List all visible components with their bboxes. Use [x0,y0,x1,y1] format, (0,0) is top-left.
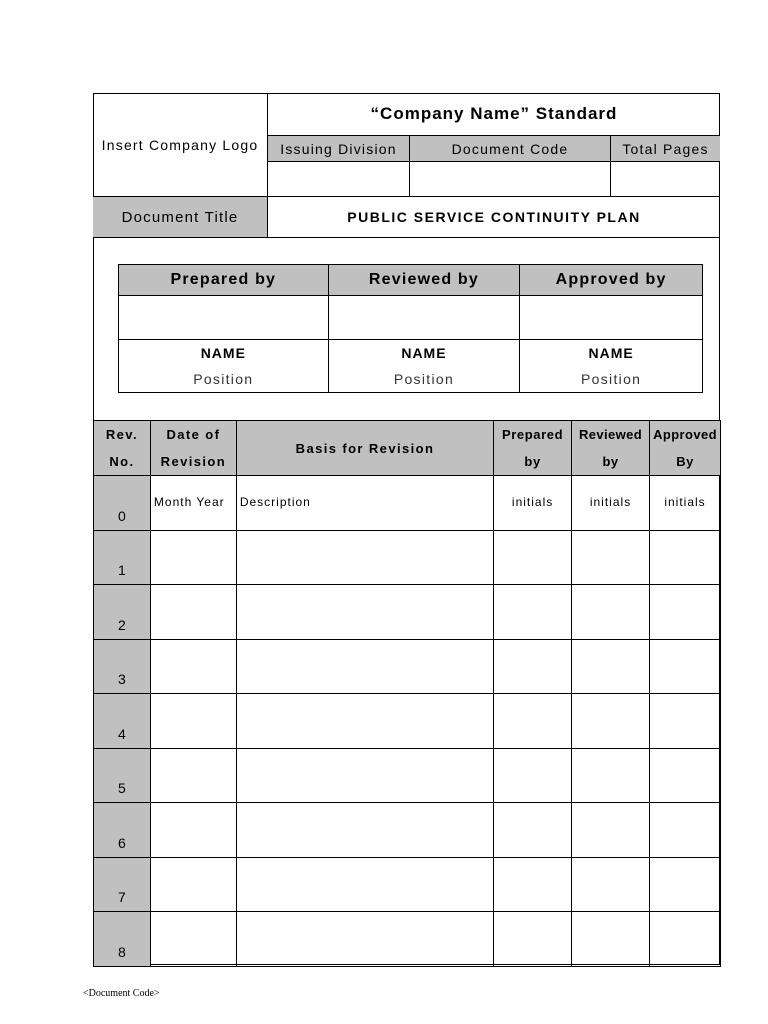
total-pages-label: Total Pages [611,135,720,162]
approved-by-header: Approved by [520,265,703,296]
revision-number: 6 [94,803,151,858]
document-code-label: Document Code [410,135,611,162]
approved-by-col-header: Approved By [650,421,721,476]
revision-number: 7 [94,857,151,912]
reviewed-by-name: NAME [401,345,447,361]
document-title-value: PUBLIC SERVICE CONTINUITY PLAN [347,209,641,225]
prepared-by-col-header: Prepared by [494,421,572,476]
divider [93,237,720,238]
revision-basis[interactable] [236,530,493,585]
approved-by-name: NAME [588,345,634,361]
revision-number: 2 [94,585,151,640]
document-code-value[interactable] [410,162,611,197]
revision-row [94,694,721,749]
revision-prepared-by[interactable] [494,530,572,585]
revision-reviewed-by[interactable] [572,530,650,585]
revision-row [94,803,721,858]
revision-basis[interactable] [236,857,493,912]
revision-basis[interactable] [236,585,493,640]
prepared-by-signature[interactable] [119,296,329,340]
footer-document-code: <Document Code> [83,988,160,999]
basis-for-revision-header: Basis for Revision [236,421,493,476]
revision-date[interactable] [150,639,236,694]
revision-date[interactable] [150,694,236,749]
signature-table [118,264,703,393]
company-logo-placeholder: Insert Company Logo [93,93,268,197]
company-standard-title: “Company Name” Standard [370,104,618,123]
revision-basis[interactable] [236,912,493,967]
prepared-by-name: NAME [200,345,246,361]
revision-date[interactable] [150,803,236,858]
revision-number: 3 [94,639,151,694]
reviewed-by-signature[interactable] [328,296,520,340]
document-title-label: Document Title [93,197,268,237]
revision-prepared-by[interactable] [494,803,572,858]
revision-date[interactable] [150,530,236,585]
revision-row [94,530,721,585]
revision-row [94,748,721,803]
revision-prepared-by[interactable] [494,639,572,694]
revision-reviewed-by[interactable]: initials [572,476,650,531]
revision-basis[interactable]: Description [236,476,493,531]
revision-number: 5 [94,748,151,803]
approved-by-position: Position [581,371,642,387]
revision-prepared-by[interactable]: initials [494,476,572,531]
total-pages-value[interactable] [611,162,720,197]
reviewed-by-cell [328,340,520,393]
date-of-revision-header: Date of Revision [150,421,236,476]
revision-approved-by[interactable]: initials [650,476,721,531]
approved-by-cell [520,340,703,393]
issuing-division-label: Issuing Division [268,135,410,162]
reviewed-by-position: Position [393,371,455,387]
revision-reviewed-by[interactable] [572,857,650,912]
revision-basis[interactable] [236,639,493,694]
issuing-division-value[interactable] [268,162,410,197]
revision-row [94,476,721,531]
prepared-by-cell [119,340,329,393]
revision-basis[interactable] [236,694,493,749]
revision-prepared-by[interactable] [494,912,572,967]
revision-number: 8 [94,912,151,967]
revision-reviewed-by[interactable] [572,803,650,858]
revision-approved-by[interactable] [650,530,721,585]
revision-date[interactable] [150,748,236,803]
revision-date[interactable]: Month Year [150,476,236,531]
revision-row [94,585,721,640]
revision-row [94,857,721,912]
revision-number: 4 [94,694,151,749]
revision-prepared-by[interactable] [494,694,572,749]
revision-approved-by[interactable] [650,748,721,803]
revision-date[interactable] [150,585,236,640]
revision-prepared-by[interactable] [494,857,572,912]
revision-row [94,639,721,694]
prepared-by-position: Position [193,371,254,387]
revision-number: 1 [94,530,151,585]
revision-approved-by[interactable] [650,694,721,749]
revision-table [93,420,721,967]
revision-approved-by[interactable] [650,857,721,912]
revision-approved-by[interactable] [650,585,721,640]
revision-reviewed-by[interactable] [572,639,650,694]
prepared-by-header: Prepared by [119,265,329,296]
revision-date[interactable] [150,912,236,967]
revision-basis[interactable] [236,803,493,858]
approved-by-signature[interactable] [520,296,703,340]
revision-date[interactable] [150,857,236,912]
reviewed-by-col-header: Reviewed by [572,421,650,476]
revision-reviewed-by[interactable] [572,694,650,749]
revision-reviewed-by[interactable] [572,912,650,967]
revision-prepared-by[interactable] [494,748,572,803]
revision-prepared-by[interactable] [494,585,572,640]
revision-reviewed-by[interactable] [572,585,650,640]
revision-approved-by[interactable] [650,803,721,858]
rev-no-header: Rev. No. [94,421,151,476]
revision-basis[interactable] [236,748,493,803]
revision-approved-by[interactable] [650,639,721,694]
reviewed-by-header: Reviewed by [328,265,520,296]
revision-reviewed-by[interactable] [572,748,650,803]
revision-approved-by[interactable] [650,912,721,967]
revision-row [94,912,721,967]
revision-number: 0 [94,476,151,531]
